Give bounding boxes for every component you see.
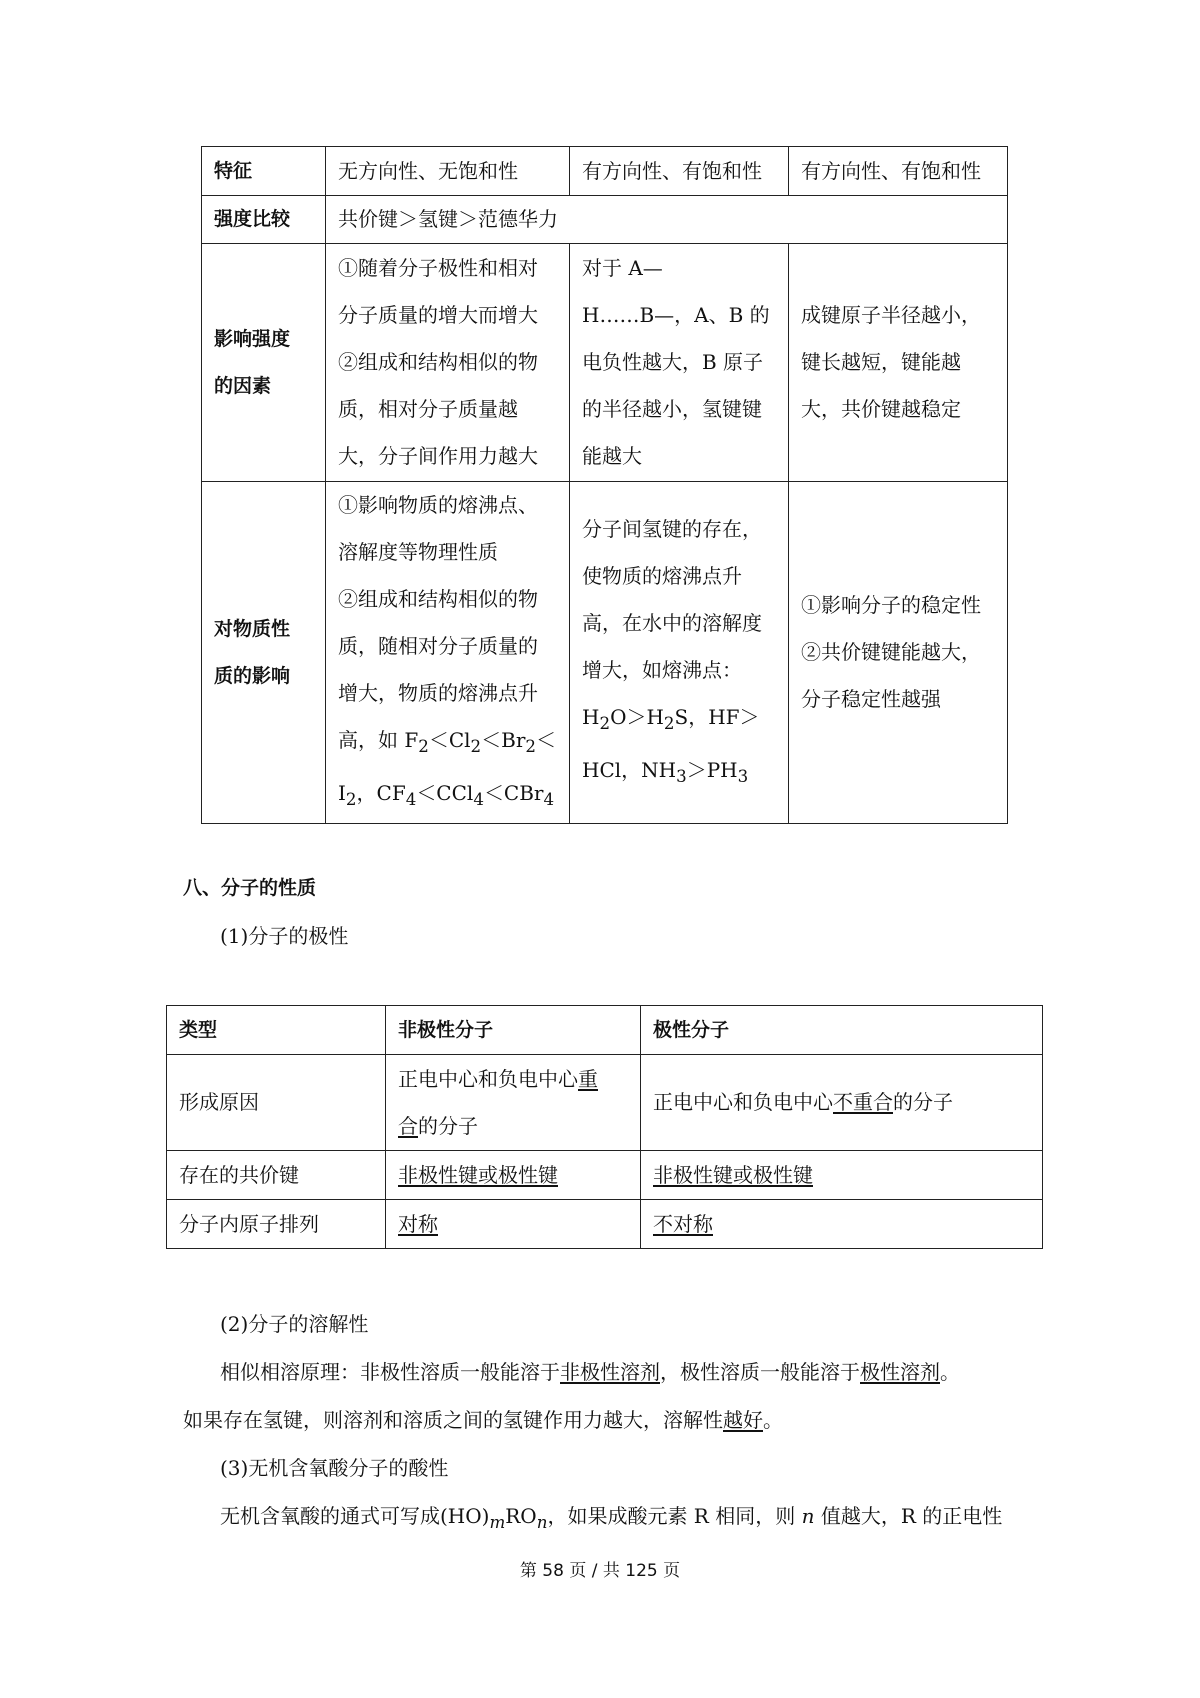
cell-line: ①影响分子的稳定性 [801, 593, 981, 617]
cell-line: 对于 A— [582, 256, 663, 280]
cell-line: 大，共价键越稳定 [801, 397, 961, 421]
paragraph: 如果存在氢键，则溶剂和溶质之间的氢键作用力越大，溶解性越好。 [183, 1408, 783, 1432]
cell-line: $I_2$，$CF_4<CCl_4<CBr_4$ [338, 781, 555, 809]
row-header-factors [202, 244, 326, 482]
table-cell [789, 244, 1008, 482]
label-line: 质的影响 [214, 664, 291, 687]
section-title: 八、分子的性质 [183, 877, 317, 899]
table-cell: 无方向性、无饱和性 [326, 147, 570, 196]
table-cell: 共价键＞氢键＞范德华力 [326, 196, 1008, 244]
cell-line: 大，分子间作用力越大 [338, 444, 538, 468]
cell-line: 的半径越小，氢键键 [582, 397, 762, 421]
row-label: 分子内原子排列 [167, 1200, 386, 1249]
row-header-strength: 强度比较 [202, 196, 326, 244]
cell-line: $H_2O>H_2S$，HF＞ [582, 704, 760, 733]
cell-line: 正电中心和负电中心重 [398, 1066, 598, 1091]
cell-line: 增大，如熔沸点： [582, 657, 742, 682]
cell-line: 分子间氢键的存在， [582, 516, 762, 541]
label-line: 对物质性 [214, 617, 291, 640]
table-cell [789, 482, 1008, 824]
cell-line: 分子质量的增大而增大 [338, 303, 538, 327]
molecule-polarity-table [166, 1005, 1043, 1249]
cell-line: 质，随相对分子质量的 [338, 634, 538, 658]
cell-line: 使物质的熔沸点升 [582, 563, 742, 588]
table-row [167, 1006, 1043, 1055]
cell-line: 高，在水中的溶解度 [582, 610, 762, 635]
cell-line: 质，相对分子质量越 [338, 397, 518, 421]
column-header: 类型 [167, 1006, 386, 1055]
table-row [202, 147, 1008, 196]
table-row [202, 196, 1008, 244]
table-cell: 正电中心和负电中心不重合的分子 [641, 1055, 1043, 1151]
cell-line: 增大，物质的熔沸点升 [338, 681, 538, 705]
table-row [202, 244, 1008, 482]
table-cell: 有方向性、有饱和性 [570, 147, 789, 196]
cell-line: ①影响物质的熔沸点、 [338, 493, 538, 517]
table-cell [570, 244, 789, 482]
cell-line: 分子稳定性越强 [801, 687, 941, 711]
cell-line: 高，如 $F_2<Cl_2<Br_2<$ [338, 728, 557, 756]
cell-line: 成键原子半径越小， [801, 303, 981, 327]
subsection-title: (2)分子的溶解性 [220, 1312, 369, 1336]
table-row [167, 1055, 1043, 1151]
subsection-title: (3)无机含氧酸分子的酸性 [220, 1456, 449, 1480]
label-line: 的因素 [214, 374, 272, 397]
table-row [167, 1200, 1043, 1249]
cell-line: HCl，$NH_3>PH_3$ [582, 757, 749, 786]
bond-comparison-table [201, 146, 1008, 824]
cell-line: 电负性越大，B 原子 [582, 350, 764, 374]
table-cell: 不对称 [641, 1200, 1043, 1249]
label-line: 影响强度 [214, 327, 291, 350]
table-cell: 非极性键或极性键 [641, 1151, 1043, 1200]
paragraph: 相似相溶原理：非极性溶质一般能溶于非极性溶剂，极性溶质一般能溶于极性溶剂。 [220, 1360, 960, 1384]
column-header: 非极性分子 [386, 1006, 641, 1055]
table-cell [570, 482, 789, 824]
row-header-feature: 特征 [202, 147, 326, 196]
column-header: 极性分子 [641, 1006, 1043, 1055]
table-cell: 有方向性、有饱和性 [789, 147, 1008, 196]
table-cell [326, 482, 570, 824]
cell-line: ②共价键键能越大， [801, 640, 981, 664]
cell-line: 溶解度等物理性质 [338, 540, 498, 564]
cell-line: 合的分子 [398, 1113, 478, 1138]
paragraph: 无机含氧酸的通式可写成$(HO)_mRO_n$，如果成酸元素 R 相同，则 n 值越大，R 的正电性 [220, 1504, 1003, 1532]
row-label: 存在的共价键 [167, 1151, 386, 1200]
cell-line: ②组成和结构相似的物 [338, 350, 538, 374]
table-cell: 非极性键或极性键 [386, 1151, 641, 1200]
subsection-title: (1)分子的极性 [220, 924, 349, 948]
cell-line: 键长越短，键能越 [801, 350, 961, 374]
cell-line: H……B—，A、B 的 [582, 303, 770, 327]
table-cell [386, 1055, 641, 1151]
table-row [167, 1151, 1043, 1200]
row-header-effect [202, 482, 326, 824]
cell-line: ①随着分子极性和相对 [338, 256, 538, 280]
page-footer: 第 58 页 / 共 125 页 [519, 1561, 681, 1581]
table-cell: 对称 [386, 1200, 641, 1249]
table-row [202, 482, 1008, 824]
cell-line: 能越大 [582, 444, 642, 468]
table-cell [326, 244, 570, 482]
cell-line: ②组成和结构相似的物 [338, 587, 538, 611]
row-label: 形成原因 [167, 1055, 386, 1151]
